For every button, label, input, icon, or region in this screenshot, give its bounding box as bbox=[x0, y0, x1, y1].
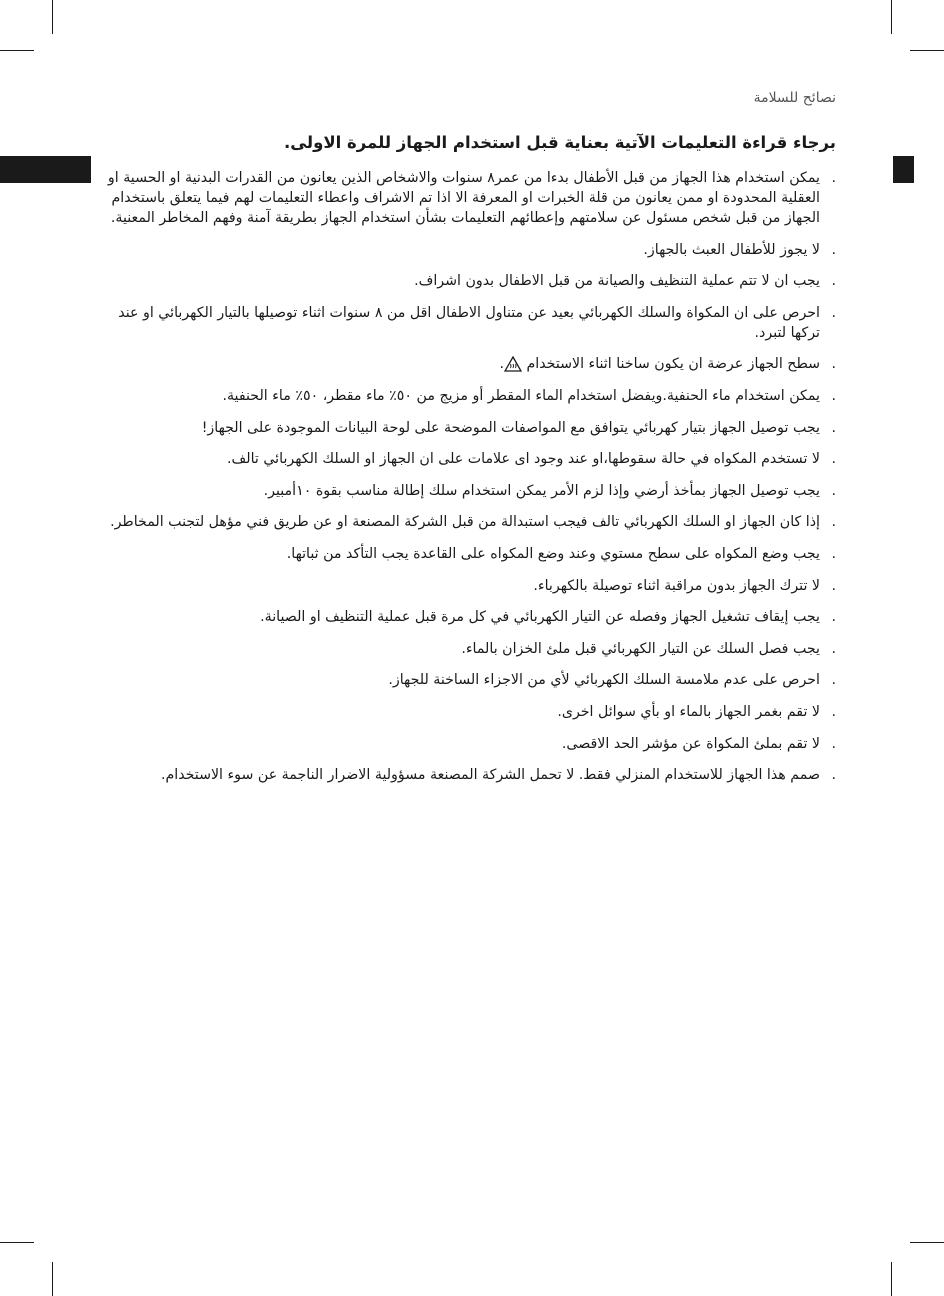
list-item-text: يجب توصيل الجهاز بمأخذ أرضي وإذا لزم الأمر يمكن استخدام سلك إطالة مناسب بقوة ١٠أمبير. bbox=[263, 482, 820, 499]
list-bullet: . bbox=[831, 273, 836, 290]
list-item bbox=[104, 734, 836, 754]
page-title: برجاء قراءة التعليمات الآتية بعناية قبل استخدام الجهاز للمرة الاولى. bbox=[283, 133, 836, 152]
list-item-text: سطح الجهاز عرضة ان يكون ساخنا اثناء الاستخدام bbox=[526, 356, 820, 373]
list-item-text: يجب توصيل الجهاز بتيار كهربائي يتوافق مع المواصفات الموضحة على لوحة البيانات الموجودة على الجهاز! bbox=[201, 419, 820, 436]
list-item-text: لا تترك الجهاز بدون مراقبة اثناء توصيلة بالكهرباء. bbox=[533, 577, 820, 594]
crop-mark bbox=[0, 1242, 34, 1243]
list-item bbox=[104, 271, 836, 291]
list-item bbox=[104, 354, 836, 374]
list-bullet: . bbox=[831, 387, 836, 404]
list-bullet: . bbox=[831, 241, 836, 258]
list-bullet: . bbox=[831, 514, 836, 531]
safety-list bbox=[104, 168, 836, 797]
list-item-suffix: . bbox=[499, 356, 504, 373]
list-item-text: يجب إيقاف تشغيل الجهاز وفصله عن التيار الكهربائي في كل مرة قبل عملية التنظيف او الصيانة. bbox=[260, 609, 820, 626]
list-item-text: لا تستخدم المكواه في حالة سقوطها،او عند وجود اى علامات على ان الجهاز او السلك الكهربائي تالف. bbox=[227, 451, 820, 468]
list-item bbox=[104, 512, 836, 532]
list-item-text: صمم هذا الجهاز للاستخدام المنزلي فقط. لا تحمل الشركة المصنعة مسؤولية الاضرار الناجمة عن سوء الاستخدام. bbox=[160, 767, 820, 784]
crop-mark bbox=[0, 50, 34, 51]
list-item-text: يجب وضع المكواه على سطح مستوي وعند وضع المكواه على القاعدة يجب التأكد من ثباتها. bbox=[286, 545, 820, 562]
list-item bbox=[104, 303, 836, 343]
list-bullet: . bbox=[831, 703, 836, 720]
list-item bbox=[104, 168, 836, 228]
list-bullet: . bbox=[831, 304, 836, 321]
list-bullet: . bbox=[831, 609, 836, 626]
list-item bbox=[104, 576, 836, 596]
crop-mark bbox=[52, 0, 53, 34]
list-bullet: . bbox=[831, 419, 836, 436]
list-item bbox=[104, 702, 836, 722]
list-bullet: . bbox=[831, 356, 836, 373]
list-item bbox=[104, 639, 836, 659]
list-item-text: لا تقم بملئ المكواة عن مؤشر الحد الاقصى. bbox=[561, 735, 820, 752]
left-tab-marker bbox=[0, 156, 91, 183]
list-item-text: احرص على ان المكواة والسلك الكهربائي بعيد عن متناول الاطفال اقل من ٨ سنوات اثناء توصيلها بالتيار الكهربائي او عند تركها لتبرد. bbox=[118, 304, 820, 341]
list-item-text: يمكن استخدام ماء الحنفية.ويفضل استخدام الماء المقطر أو مزيج من ٥٠٪ ماء مقطر، ٥٠٪ ماء الحنفية. bbox=[222, 387, 820, 404]
list-item-text: لا يجوز للأطفال العبث بالجهاز. bbox=[643, 241, 820, 258]
section-header: نصائح للسلامة bbox=[753, 90, 836, 106]
list-bullet: . bbox=[831, 577, 836, 594]
list-item-text: يجب فصل السلك عن التيار الكهربائي قبل ملئ الخزان بالماء. bbox=[461, 640, 820, 657]
crop-mark bbox=[52, 1262, 53, 1296]
list-bullet: . bbox=[831, 767, 836, 784]
list-bullet: . bbox=[831, 545, 836, 562]
list-bullet: . bbox=[831, 482, 836, 499]
crop-mark bbox=[891, 1262, 892, 1296]
list-bullet: . bbox=[831, 672, 836, 689]
list-item bbox=[104, 670, 836, 690]
list-bullet: . bbox=[831, 735, 836, 752]
right-tab-marker bbox=[893, 156, 914, 183]
list-item-text: لا تقم بغمر الجهاز بالماء او بأي سوائل اخرى. bbox=[557, 703, 820, 720]
crop-mark bbox=[910, 50, 944, 51]
list-bullet: . bbox=[831, 640, 836, 657]
list-item bbox=[104, 418, 836, 438]
list-item bbox=[104, 765, 836, 785]
list-item bbox=[104, 386, 836, 406]
list-item bbox=[104, 544, 836, 564]
list-bullet: . bbox=[831, 170, 836, 186]
list-item bbox=[104, 481, 836, 501]
crop-mark bbox=[891, 0, 892, 34]
list-item-text: يجب ان لا تتم عملية التنظيف والصيانة من قبل الاطفال بدون اشراف. bbox=[414, 273, 820, 290]
list-item bbox=[104, 449, 836, 469]
list-item-text: احرص على عدم ملامسة السلك الكهربائي لأي من الاجزاء الساخنة للجهاز. bbox=[388, 672, 820, 689]
list-item bbox=[104, 607, 836, 627]
list-item bbox=[104, 240, 836, 260]
list-item-text: يمكن استخدام هذا الجهاز من قبل الأطفال بدءا من عمر٨ سنوات والاشخاص الذين يعانون من القدرات البدنية او الحسية او العقلية المحدودة او ممن يعانون من قلة الخبرات او المعرفة الا اذا تم الاشراف واعطاء التعليمات لهم فيما يتعلق باستخدام الجهاز من قبل شخص مسئول عن سلامتهم وإعطائهم التعليمات بشأن استخدام الجهاز بطريقة آمنة وفهم المخاطر المعنية. bbox=[107, 170, 820, 226]
list-bullet: . bbox=[831, 451, 836, 468]
crop-mark bbox=[910, 1242, 944, 1243]
hot-surface-icon bbox=[504, 356, 522, 372]
list-item-text: إذا كان الجهاز او السلك الكهربائي تالف فيجب استبدالة من قبل الشركة المصنعة او عن طريق فني مؤهل لتجنب المخاطر. bbox=[110, 514, 820, 531]
